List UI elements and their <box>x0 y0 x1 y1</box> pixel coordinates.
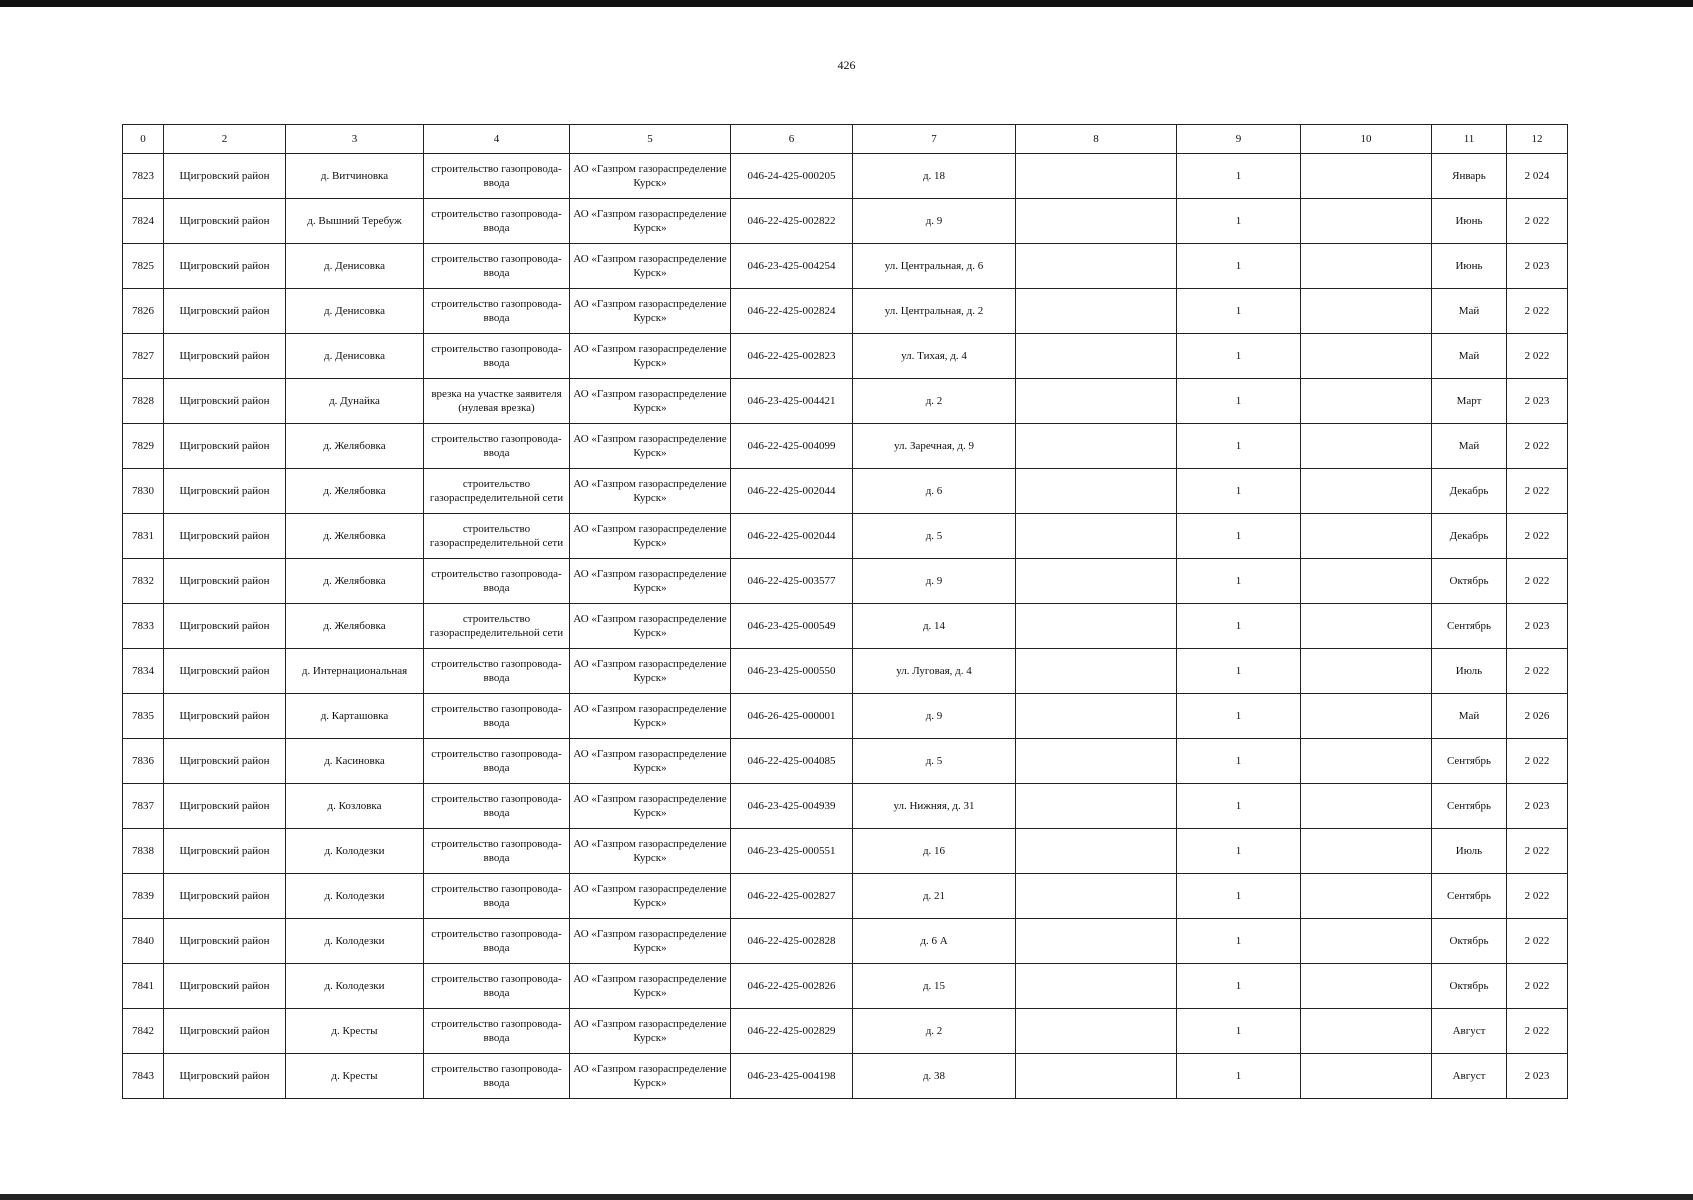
application-code-cell: 046-22-425-004085 <box>731 739 853 784</box>
month-cell: Июль <box>1432 649 1507 694</box>
year-cell: 2 023 <box>1507 604 1568 649</box>
work-type-cell: строительство газопровода-ввода <box>424 784 570 829</box>
application-code-cell: 046-22-425-003577 <box>731 559 853 604</box>
address-cell: ул. Центральная, д. 6 <box>853 244 1016 289</box>
year-cell: 2 022 <box>1507 874 1568 919</box>
quantity-cell: 1 <box>1177 964 1301 1009</box>
table-row <box>123 829 1568 874</box>
row-number-cell: 7831 <box>123 514 164 559</box>
quantity-cell: 1 <box>1177 919 1301 964</box>
address-cell: д. 5 <box>853 514 1016 559</box>
column-10-cell <box>1301 379 1432 424</box>
column-8-cell <box>1016 829 1177 874</box>
table-row <box>123 919 1568 964</box>
year-cell: 2 022 <box>1507 514 1568 559</box>
column-10-cell <box>1301 154 1432 199</box>
district-cell: Щигровский район <box>164 289 286 334</box>
column-header: 10 <box>1301 125 1432 154</box>
work-type-cell: строительство газопровода-ввода <box>424 649 570 694</box>
column-10-cell <box>1301 1054 1432 1099</box>
address-cell: д. 9 <box>853 559 1016 604</box>
district-cell: Щигровский район <box>164 829 286 874</box>
locality-cell: д. Желябовка <box>286 469 424 514</box>
row-number-cell: 7829 <box>123 424 164 469</box>
quantity-cell: 1 <box>1177 379 1301 424</box>
month-cell: Сентябрь <box>1432 739 1507 784</box>
organization-cell: АО «Газпром газораспределение Курск» <box>570 559 731 604</box>
locality-cell: д. Колодезки <box>286 874 424 919</box>
locality-cell: д. Денисовка <box>286 244 424 289</box>
organization-cell: АО «Газпром газораспределение Курск» <box>570 334 731 379</box>
month-cell: Май <box>1432 424 1507 469</box>
table-row <box>123 694 1568 739</box>
row-number-cell: 7835 <box>123 694 164 739</box>
column-8-cell <box>1016 784 1177 829</box>
application-code-cell: 046-22-425-002823 <box>731 334 853 379</box>
register-table <box>122 124 1568 1099</box>
row-number-cell: 7834 <box>123 649 164 694</box>
address-cell: д. 6 А <box>853 919 1016 964</box>
column-8-cell <box>1016 694 1177 739</box>
month-cell: Октябрь <box>1432 919 1507 964</box>
row-number-cell: 7833 <box>123 604 164 649</box>
quantity-cell: 1 <box>1177 559 1301 604</box>
application-code-cell: 046-23-425-004198 <box>731 1054 853 1099</box>
month-cell: Март <box>1432 379 1507 424</box>
year-cell: 2 026 <box>1507 694 1568 739</box>
work-type-cell: строительство газопровода-ввода <box>424 964 570 1009</box>
work-type-cell: строительство газопровода-ввода <box>424 244 570 289</box>
application-code-cell: 046-23-425-004254 <box>731 244 853 289</box>
district-cell: Щигровский район <box>164 334 286 379</box>
organization-cell: АО «Газпром газораспределение Курск» <box>570 379 731 424</box>
month-cell: Октябрь <box>1432 559 1507 604</box>
table-row <box>123 289 1568 334</box>
year-cell: 2 022 <box>1507 649 1568 694</box>
district-cell: Щигровский район <box>164 199 286 244</box>
column-8-cell <box>1016 874 1177 919</box>
column-10-cell <box>1301 604 1432 649</box>
address-cell: д. 18 <box>853 154 1016 199</box>
district-cell: Щигровский район <box>164 469 286 514</box>
column-8-cell <box>1016 334 1177 379</box>
work-type-cell: строительство газопровода-ввода <box>424 1009 570 1054</box>
year-cell: 2 022 <box>1507 919 1568 964</box>
quantity-cell: 1 <box>1177 469 1301 514</box>
column-10-cell <box>1301 919 1432 964</box>
year-cell: 2 022 <box>1507 334 1568 379</box>
table-row <box>123 649 1568 694</box>
organization-cell: АО «Газпром газораспределение Курск» <box>570 469 731 514</box>
year-cell: 2 022 <box>1507 964 1568 1009</box>
column-10-cell <box>1301 694 1432 739</box>
column-10-cell <box>1301 559 1432 604</box>
district-cell: Щигровский район <box>164 919 286 964</box>
row-number-cell: 7830 <box>123 469 164 514</box>
district-cell: Щигровский район <box>164 649 286 694</box>
application-code-cell: 046-22-425-002822 <box>731 199 853 244</box>
column-8-cell <box>1016 739 1177 784</box>
row-number-cell: 7838 <box>123 829 164 874</box>
column-8-cell <box>1016 919 1177 964</box>
organization-cell: АО «Газпром газораспределение Курск» <box>570 514 731 559</box>
table-row <box>123 1009 1568 1054</box>
quantity-cell: 1 <box>1177 694 1301 739</box>
column-8-cell <box>1016 604 1177 649</box>
quantity-cell: 1 <box>1177 649 1301 694</box>
row-number-cell: 7839 <box>123 874 164 919</box>
row-number-cell: 7840 <box>123 919 164 964</box>
column-10-cell <box>1301 964 1432 1009</box>
locality-cell: д. Колодезки <box>286 829 424 874</box>
column-header: 11 <box>1432 125 1507 154</box>
locality-cell: д. Колодезки <box>286 919 424 964</box>
table-row <box>123 514 1568 559</box>
month-cell: Декабрь <box>1432 514 1507 559</box>
column-8-cell <box>1016 154 1177 199</box>
column-10-cell <box>1301 739 1432 784</box>
address-cell: д. 6 <box>853 469 1016 514</box>
locality-cell: д. Козловка <box>286 784 424 829</box>
scan-edge-top <box>0 0 1693 7</box>
year-cell: 2 022 <box>1507 739 1568 784</box>
organization-cell: АО «Газпром газораспределение Курск» <box>570 424 731 469</box>
column-8-cell <box>1016 379 1177 424</box>
column-8-cell <box>1016 244 1177 289</box>
application-code-cell: 046-23-425-000551 <box>731 829 853 874</box>
organization-cell: АО «Газпром газораспределение Курск» <box>570 604 731 649</box>
work-type-cell: строительство газопровода-ввода <box>424 424 570 469</box>
district-cell: Щигровский район <box>164 379 286 424</box>
quantity-cell: 1 <box>1177 424 1301 469</box>
month-cell: Декабрь <box>1432 469 1507 514</box>
month-cell: Май <box>1432 334 1507 379</box>
quantity-cell: 1 <box>1177 154 1301 199</box>
month-cell: Январь <box>1432 154 1507 199</box>
locality-cell: д. Кресты <box>286 1009 424 1054</box>
row-number-cell: 7827 <box>123 334 164 379</box>
locality-cell: д. Вышний Теребуж <box>286 199 424 244</box>
column-8-cell <box>1016 469 1177 514</box>
month-cell: Октябрь <box>1432 964 1507 1009</box>
row-number-cell: 7823 <box>123 154 164 199</box>
year-cell: 2 022 <box>1507 424 1568 469</box>
address-cell: д. 9 <box>853 694 1016 739</box>
row-number-cell: 7843 <box>123 1054 164 1099</box>
address-cell: ул. Тихая, д. 4 <box>853 334 1016 379</box>
locality-cell: д. Кресты <box>286 1054 424 1099</box>
district-cell: Щигровский район <box>164 784 286 829</box>
quantity-cell: 1 <box>1177 739 1301 784</box>
organization-cell: АО «Газпром газораспределение Курск» <box>570 874 731 919</box>
quantity-cell: 1 <box>1177 784 1301 829</box>
work-type-cell: строительство газопровода-ввода <box>424 289 570 334</box>
table-row <box>123 469 1568 514</box>
quantity-cell: 1 <box>1177 289 1301 334</box>
work-type-cell: строительство газопровода-ввода <box>424 919 570 964</box>
address-cell: ул. Заречная, д. 9 <box>853 424 1016 469</box>
table-row <box>123 334 1568 379</box>
table-row <box>123 784 1568 829</box>
column-10-cell <box>1301 829 1432 874</box>
year-cell: 2 023 <box>1507 784 1568 829</box>
quantity-cell: 1 <box>1177 514 1301 559</box>
organization-cell: АО «Газпром газораспределение Курск» <box>570 919 731 964</box>
application-code-cell: 046-22-425-002829 <box>731 1009 853 1054</box>
year-cell: 2 023 <box>1507 244 1568 289</box>
application-code-cell: 046-22-425-002827 <box>731 874 853 919</box>
locality-cell: д. Денисовка <box>286 334 424 379</box>
column-header: 9 <box>1177 125 1301 154</box>
district-cell: Щигровский район <box>164 514 286 559</box>
quantity-cell: 1 <box>1177 829 1301 874</box>
work-type-cell: строительство газопровода-ввода <box>424 1054 570 1099</box>
year-cell: 2 022 <box>1507 1009 1568 1054</box>
column-10-cell <box>1301 244 1432 289</box>
column-header: 2 <box>164 125 286 154</box>
column-8-cell <box>1016 199 1177 244</box>
quantity-cell: 1 <box>1177 244 1301 289</box>
application-code-cell: 046-23-425-000550 <box>731 649 853 694</box>
address-cell: д. 21 <box>853 874 1016 919</box>
table-row <box>123 874 1568 919</box>
table-row <box>123 739 1568 784</box>
work-type-cell: строительство газопровода-ввода <box>424 559 570 604</box>
column-10-cell <box>1301 289 1432 334</box>
column-10-cell <box>1301 874 1432 919</box>
locality-cell: д. Желябовка <box>286 514 424 559</box>
application-code-cell: 046-23-425-000549 <box>731 604 853 649</box>
application-code-cell: 046-26-425-000001 <box>731 694 853 739</box>
column-8-cell <box>1016 559 1177 604</box>
month-cell: Сентябрь <box>1432 874 1507 919</box>
year-cell: 2 022 <box>1507 469 1568 514</box>
address-cell: д. 16 <box>853 829 1016 874</box>
column-header: 8 <box>1016 125 1177 154</box>
district-cell: Щигровский район <box>164 874 286 919</box>
row-number-cell: 7832 <box>123 559 164 604</box>
row-number-cell: 7825 <box>123 244 164 289</box>
district-cell: Щигровский район <box>164 154 286 199</box>
organization-cell: АО «Газпром газораспределение Курск» <box>570 649 731 694</box>
row-number-cell: 7842 <box>123 1009 164 1054</box>
column-10-cell <box>1301 514 1432 559</box>
table-row <box>123 244 1568 289</box>
column-10-cell <box>1301 469 1432 514</box>
application-code-cell: 046-22-425-004099 <box>731 424 853 469</box>
column-header: 4 <box>424 125 570 154</box>
district-cell: Щигровский район <box>164 244 286 289</box>
district-cell: Щигровский район <box>164 1009 286 1054</box>
organization-cell: АО «Газпром газораспределение Курск» <box>570 1054 731 1099</box>
locality-cell: д. Касиновка <box>286 739 424 784</box>
work-type-cell: строительство газопровода-ввода <box>424 694 570 739</box>
month-cell: Сентябрь <box>1432 784 1507 829</box>
organization-cell: АО «Газпром газораспределение Курск» <box>570 694 731 739</box>
column-8-cell <box>1016 649 1177 694</box>
quantity-cell: 1 <box>1177 604 1301 649</box>
address-cell: д. 9 <box>853 199 1016 244</box>
year-cell: 2 023 <box>1507 1054 1568 1099</box>
table-row <box>123 964 1568 1009</box>
table-row <box>123 559 1568 604</box>
locality-cell: д. Желябовка <box>286 604 424 649</box>
address-cell: д. 14 <box>853 604 1016 649</box>
year-cell: 2 022 <box>1507 199 1568 244</box>
row-number-cell: 7836 <box>123 739 164 784</box>
address-cell: д. 2 <box>853 1009 1016 1054</box>
locality-cell: д. Дунайка <box>286 379 424 424</box>
quantity-cell: 1 <box>1177 874 1301 919</box>
organization-cell: АО «Газпром газораспределение Курск» <box>570 964 731 1009</box>
locality-cell: д. Желябовка <box>286 424 424 469</box>
column-10-cell <box>1301 784 1432 829</box>
month-cell: Июнь <box>1432 244 1507 289</box>
quantity-cell: 1 <box>1177 1009 1301 1054</box>
address-cell: ул. Центральная, д. 2 <box>853 289 1016 334</box>
month-cell: Июль <box>1432 829 1507 874</box>
year-cell: 2 023 <box>1507 379 1568 424</box>
work-type-cell: строительство газопровода-ввода <box>424 829 570 874</box>
organization-cell: АО «Газпром газораспределение Курск» <box>570 739 731 784</box>
address-cell: д. 2 <box>853 379 1016 424</box>
month-cell: Август <box>1432 1009 1507 1054</box>
work-type-cell: строительство газопровода-ввода <box>424 334 570 379</box>
locality-cell: д. Колодезки <box>286 964 424 1009</box>
row-number-cell: 7828 <box>123 379 164 424</box>
table-row <box>123 154 1568 199</box>
work-type-cell: строительство газопровода-ввода <box>424 739 570 784</box>
column-header: 3 <box>286 125 424 154</box>
address-cell: ул. Нижняя, д. 31 <box>853 784 1016 829</box>
column-header: 5 <box>570 125 731 154</box>
month-cell: Август <box>1432 1054 1507 1099</box>
column-10-cell <box>1301 199 1432 244</box>
application-code-cell: 046-22-425-002828 <box>731 919 853 964</box>
year-cell: 2 022 <box>1507 559 1568 604</box>
application-code-cell: 046-23-425-004939 <box>731 784 853 829</box>
work-type-cell: строительство газопровода-ввода <box>424 199 570 244</box>
application-code-cell: 046-22-425-002826 <box>731 964 853 1009</box>
application-code-cell: 046-24-425-000205 <box>731 154 853 199</box>
work-type-cell: строительство газораспределительной сети <box>424 469 570 514</box>
locality-cell: д. Карташовка <box>286 694 424 739</box>
year-cell: 2 022 <box>1507 829 1568 874</box>
district-cell: Щигровский район <box>164 694 286 739</box>
work-type-cell: строительство газораспределительной сети <box>424 514 570 559</box>
column-8-cell <box>1016 1054 1177 1099</box>
month-cell: Май <box>1432 289 1507 334</box>
application-code-cell: 046-22-425-002824 <box>731 289 853 334</box>
locality-cell: д. Денисовка <box>286 289 424 334</box>
column-header: 0 <box>123 125 164 154</box>
column-header: 7 <box>853 125 1016 154</box>
quantity-cell: 1 <box>1177 334 1301 379</box>
row-number-cell: 7841 <box>123 964 164 1009</box>
month-cell: Сентябрь <box>1432 604 1507 649</box>
application-code-cell: 046-22-425-002044 <box>731 469 853 514</box>
column-header: 12 <box>1507 125 1568 154</box>
district-cell: Щигровский район <box>164 1054 286 1099</box>
quantity-cell: 1 <box>1177 199 1301 244</box>
quantity-cell: 1 <box>1177 1054 1301 1099</box>
district-cell: Щигровский район <box>164 739 286 784</box>
locality-cell: д. Желябовка <box>286 559 424 604</box>
work-type-cell: строительство газопровода-ввода <box>424 874 570 919</box>
table-row <box>123 424 1568 469</box>
locality-cell: д. Витчиновка <box>286 154 424 199</box>
address-cell: ул. Луговая, д. 4 <box>853 649 1016 694</box>
table-row <box>123 379 1568 424</box>
work-type-cell: строительство газораспределительной сети <box>424 604 570 649</box>
page-number: 426 <box>837 58 856 72</box>
organization-cell: АО «Газпром газораспределение Курск» <box>570 154 731 199</box>
table-row <box>123 199 1568 244</box>
work-type-cell: строительство газопровода-ввода <box>424 154 570 199</box>
column-10-cell <box>1301 424 1432 469</box>
column-10-cell <box>1301 334 1432 379</box>
organization-cell: АО «Газпром газораспределение Курск» <box>570 829 731 874</box>
header-row <box>123 125 1568 154</box>
month-cell: Июнь <box>1432 199 1507 244</box>
organization-cell: АО «Газпром газораспределение Курск» <box>570 244 731 289</box>
row-number-cell: 7837 <box>123 784 164 829</box>
table-row <box>123 1054 1568 1099</box>
application-code-cell: 046-22-425-002044 <box>731 514 853 559</box>
work-type-cell: врезка на участке заявителя (нулевая врезка) <box>424 379 570 424</box>
address-cell: д. 38 <box>853 1054 1016 1099</box>
column-8-cell <box>1016 289 1177 334</box>
column-8-cell <box>1016 514 1177 559</box>
row-number-cell: 7824 <box>123 199 164 244</box>
column-header: 6 <box>731 125 853 154</box>
table-row <box>123 604 1568 649</box>
organization-cell: АО «Газпром газораспределение Курск» <box>570 784 731 829</box>
organization-cell: АО «Газпром газораспределение Курск» <box>570 1009 731 1054</box>
organization-cell: АО «Газпром газораспределение Курск» <box>570 289 731 334</box>
year-cell: 2 022 <box>1507 289 1568 334</box>
district-cell: Щигровский район <box>164 964 286 1009</box>
organization-cell: АО «Газпром газораспределение Курск» <box>570 199 731 244</box>
month-cell: Май <box>1432 694 1507 739</box>
district-cell: Щигровский район <box>164 424 286 469</box>
address-cell: д. 15 <box>853 964 1016 1009</box>
district-cell: Щигровский район <box>164 559 286 604</box>
column-10-cell <box>1301 649 1432 694</box>
column-10-cell <box>1301 1009 1432 1054</box>
scan-edge-bottom <box>0 1194 1693 1200</box>
locality-cell: д. Интернациональная <box>286 649 424 694</box>
table-body <box>123 154 1568 1099</box>
application-code-cell: 046-23-425-004421 <box>731 379 853 424</box>
address-cell: д. 5 <box>853 739 1016 784</box>
column-8-cell <box>1016 424 1177 469</box>
district-cell: Щигровский район <box>164 604 286 649</box>
column-8-cell <box>1016 964 1177 1009</box>
row-number-cell: 7826 <box>123 289 164 334</box>
year-cell: 2 024 <box>1507 154 1568 199</box>
column-8-cell <box>1016 1009 1177 1054</box>
